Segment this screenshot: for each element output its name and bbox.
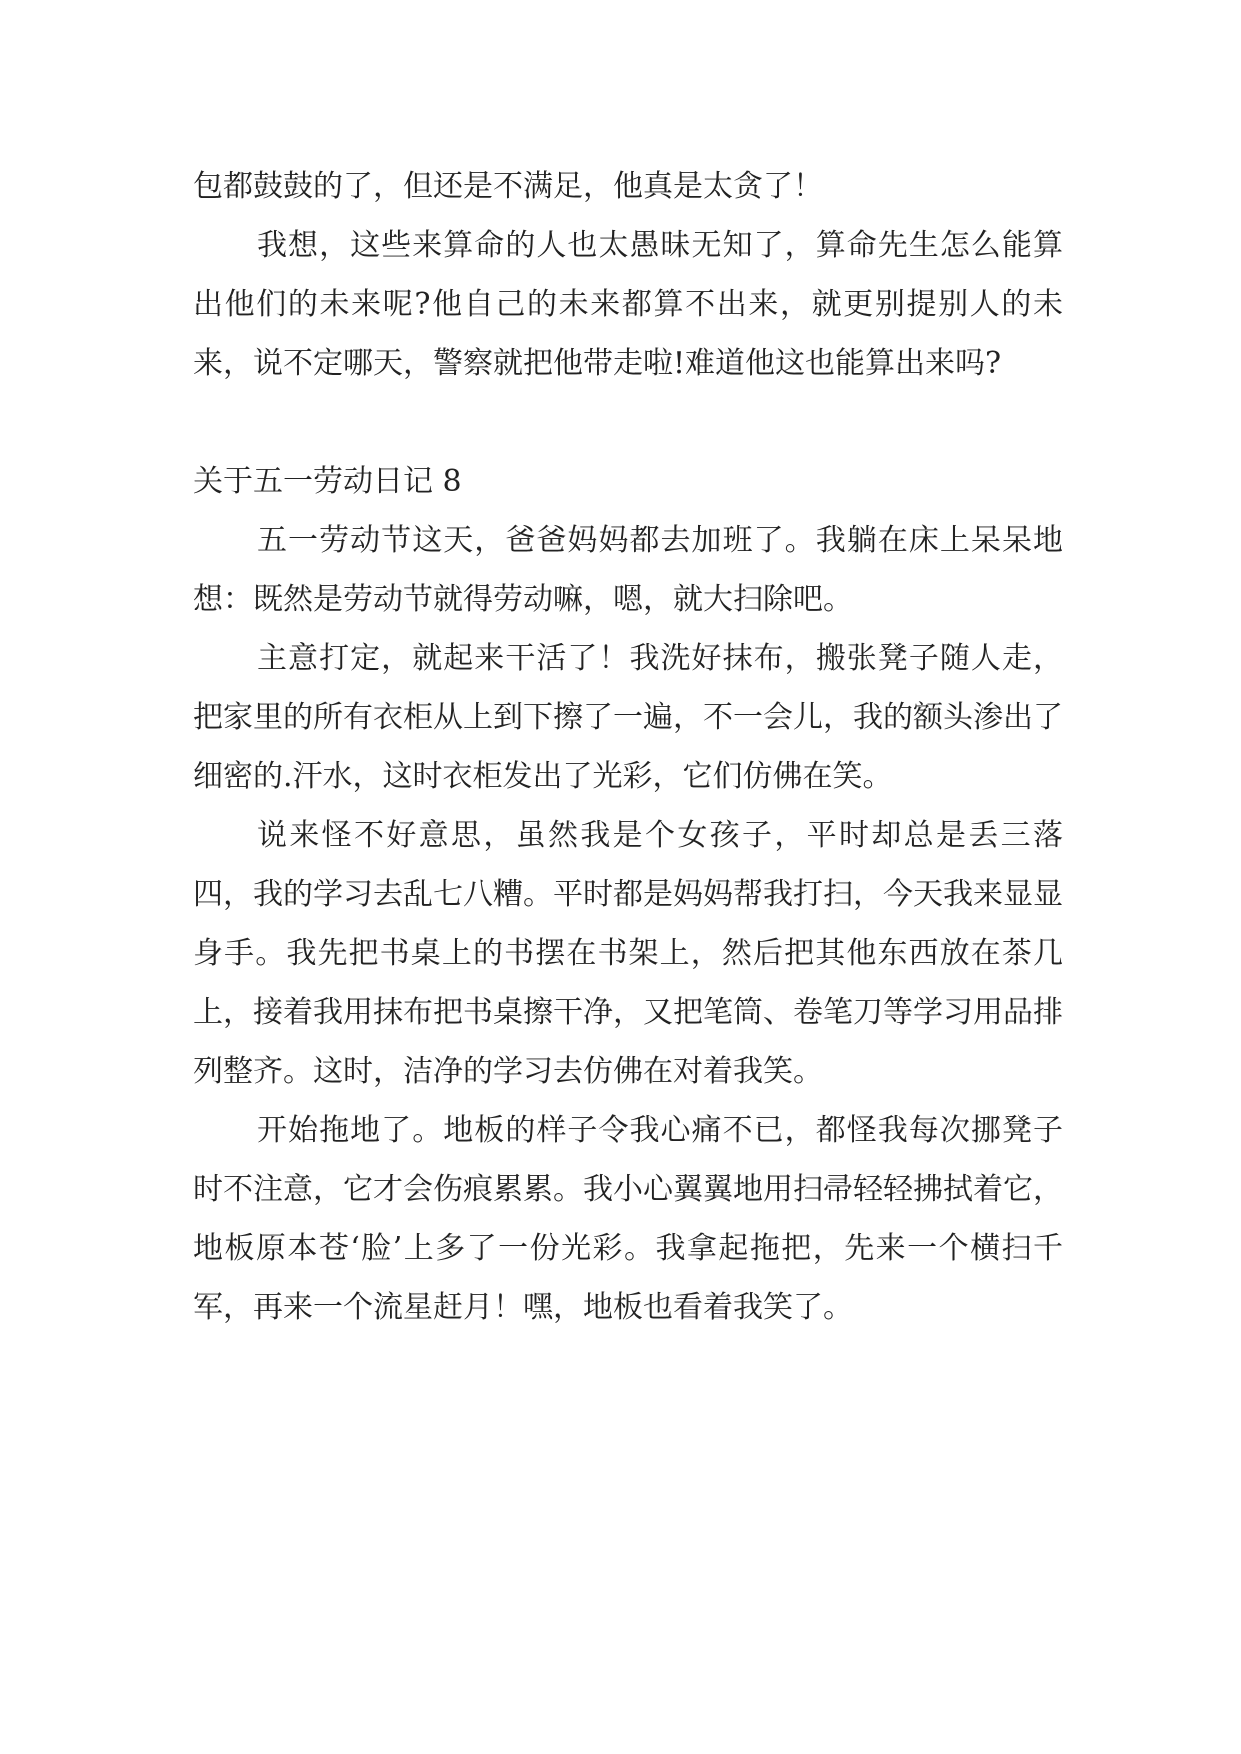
paragraph-fortune-teller: 我想，这些来算命的人也太愚昧无知了，算命先生怎么能算出他们的未来呢?他自己的未来都算不出来，就更别提别人的未来，说不定哪天，警察就把他带走啦!难道他这也能算出来吗? xyxy=(193,228,1063,381)
paragraph-desk: 说来怪不好意思，虽然我是个女孩子，平时却总是丢三落四，我的学习去乱七八糟。平时都是妈妈帮我打扫，今天我来显显身手。我先把书桌上的书摆在书架上，然后把其他东西放在茶几上，接着我用抹布把书桌擦干净，又把笔筒、卷笔刀等学习用品排列整齐。这时，洁净的学习去仿佛在对着我笑。 xyxy=(193,818,1063,1089)
paragraph-wardrobe: 主意打定，就起来干活了！我洗好抹布，搬张凳子随人走，把家里的所有衣柜从上到下擦了一遍，不一会儿，我的额头渗出了细密的.汗水，这时衣柜发出了光彩，它们仿佛在笑。 xyxy=(193,641,1063,794)
paragraph-continuation: 包都鼓鼓的了，但还是不满足，他真是太贪了！ xyxy=(193,169,823,204)
paragraph-labor-day: 五一劳动节这天，爸爸妈妈都去加班了。我躺在床上呆呆地想：既然是劳动节就得劳动嘛，嗯，就大扫除吧。 xyxy=(193,523,1063,617)
document-page xyxy=(193,157,1063,1337)
section-title: 关于五一劳动日记 8 xyxy=(193,464,462,499)
paragraph-floor: 开始拖地了。地板的样子令我心痛不已，都怪我每次挪凳子时不注意，它才会伤痕累累。我小心翼翼地用扫帚轻轻拂拭着它，地板原本苍‘脸’上多了一份光彩。我拿起拖把，先来一个横扫千军，再来一个流星赶月！嘿，地板也看着我笑了。 xyxy=(193,1113,1063,1325)
section-spacer xyxy=(193,393,1063,452)
